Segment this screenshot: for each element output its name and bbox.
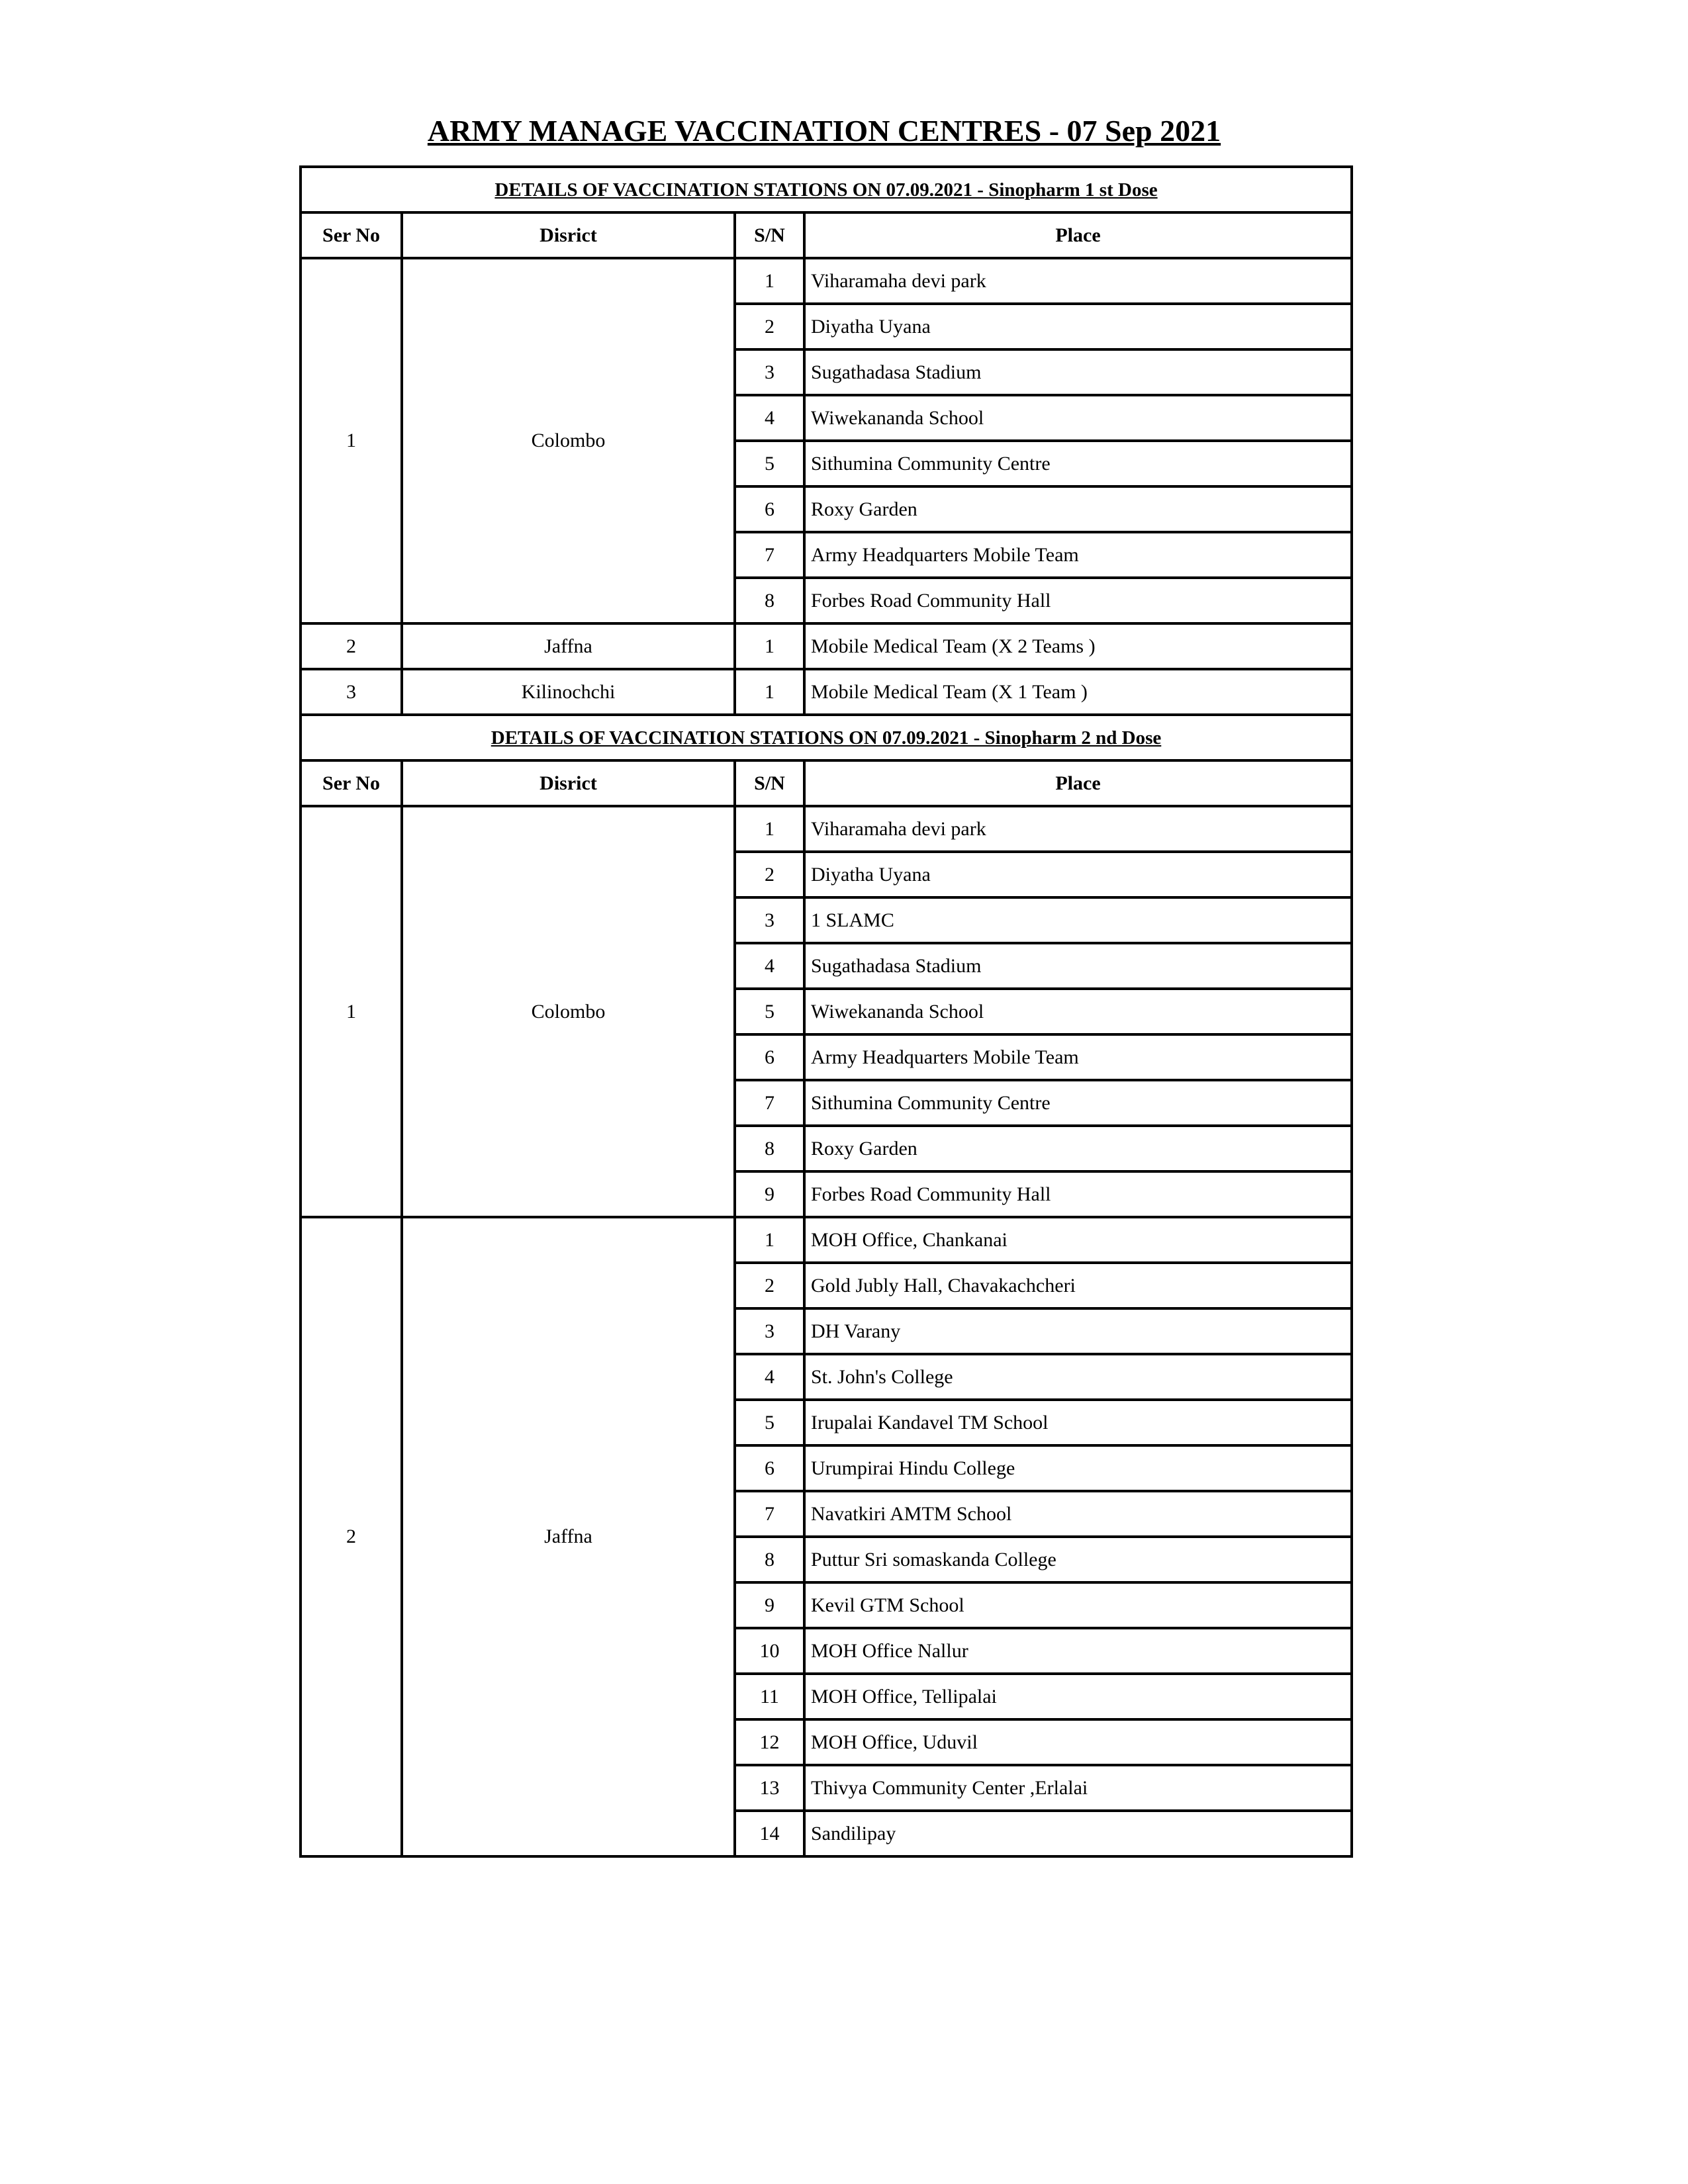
table-row	[301, 623, 1352, 669]
table-row	[301, 669, 1352, 715]
vaccination-table	[299, 165, 1353, 1858]
sn-header: S/N	[735, 212, 804, 258]
district-cell: Colombo	[402, 258, 735, 623]
sn-cell: 5	[735, 441, 804, 486]
sn-cell: 3	[735, 349, 804, 395]
sn-cell: 2	[735, 1263, 804, 1308]
place-cell: Viharamaha devi park	[804, 806, 1352, 852]
district-cell: Kilinochchi	[402, 669, 735, 715]
sn-cell: 10	[735, 1628, 804, 1674]
place-cell: Roxy Garden	[804, 486, 1352, 532]
sn-cell: 1	[735, 258, 804, 304]
place-cell: Sugathadasa Stadium	[804, 349, 1352, 395]
section-heading: DETAILS OF VACCINATION STATIONS ON 07.09.2021 - Sinopharm 2 nd Dose	[491, 727, 1162, 749]
sn-cell: 7	[735, 1491, 804, 1537]
section-heading-cell	[301, 715, 1352, 760]
sn-cell: 4	[735, 395, 804, 441]
table-row	[301, 258, 1352, 304]
place-cell: Wiwekananda School	[804, 989, 1352, 1034]
page-title: ARMY MANAGE VACCINATION CENTRES - 07 Sep 2021	[427, 114, 1221, 148]
ser-no-header: Ser No	[301, 760, 402, 806]
sn-cell: 12	[735, 1719, 804, 1765]
place-cell: Irupalai Kandavel TM School	[804, 1400, 1352, 1445]
place-cell: Thivya Community Center ,Erlalai	[804, 1765, 1352, 1811]
sn-cell: 2	[735, 852, 804, 897]
sn-cell: 9	[735, 1582, 804, 1628]
ser-no-cell: 1	[301, 258, 402, 623]
place-cell: Roxy Garden	[804, 1126, 1352, 1171]
sn-cell: 7	[735, 1080, 804, 1126]
place-cell: Army Headquarters Mobile Team	[804, 1034, 1352, 1080]
district-cell: Colombo	[402, 806, 735, 1217]
place-cell: MOH Office, Tellipalai	[804, 1674, 1352, 1719]
place-header: Place	[804, 212, 1352, 258]
ser-no-header: Ser No	[301, 212, 402, 258]
sn-cell: 1	[735, 806, 804, 852]
section-heading-row	[301, 715, 1352, 760]
section-heading-cell	[301, 167, 1352, 212]
place-cell: DH Varany	[804, 1308, 1352, 1354]
district-cell: Jaffna	[402, 623, 735, 669]
district-header: Disrict	[402, 760, 735, 806]
place-cell: Gold Jubly Hall, Chavakachcheri	[804, 1263, 1352, 1308]
place-cell: Forbes Road Community Hall	[804, 1171, 1352, 1217]
place-cell: Diyatha Uyana	[804, 304, 1352, 349]
place-cell: Urumpirai Hindu College	[804, 1445, 1352, 1491]
sn-cell: 5	[735, 989, 804, 1034]
table-row	[301, 1217, 1352, 1263]
sn-cell: 14	[735, 1811, 804, 1856]
sn-cell: 1	[735, 1217, 804, 1263]
sn-cell: 13	[735, 1765, 804, 1811]
place-cell: Viharamaha devi park	[804, 258, 1352, 304]
place-cell: Forbes Road Community Hall	[804, 578, 1352, 623]
section-heading: DETAILS OF VACCINATION STATIONS ON 07.09.2021 - Sinopharm 1 st Dose	[494, 179, 1158, 201]
place-cell: Sithumina Community Centre	[804, 1080, 1352, 1126]
place-cell: MOH Office Nallur	[804, 1628, 1352, 1674]
sn-cell: 11	[735, 1674, 804, 1719]
district-cell: Jaffna	[402, 1217, 735, 1856]
section-heading-row	[301, 167, 1352, 212]
sn-cell: 5	[735, 1400, 804, 1445]
table-row	[301, 806, 1352, 852]
sn-cell: 1	[735, 623, 804, 669]
sn-cell: 7	[735, 532, 804, 578]
sn-cell: 8	[735, 1537, 804, 1582]
sn-cell: 3	[735, 1308, 804, 1354]
sn-cell: 2	[735, 304, 804, 349]
place-cell: 1 SLAMC	[804, 897, 1352, 943]
sn-cell: 3	[735, 897, 804, 943]
place-cell: Sandilipay	[804, 1811, 1352, 1856]
column-header-row	[301, 760, 1352, 806]
place-header: Place	[804, 760, 1352, 806]
place-cell: Mobile Medical Team (X 1 Team )	[804, 669, 1352, 715]
place-cell: Mobile Medical Team (X 2 Teams )	[804, 623, 1352, 669]
place-cell: Diyatha Uyana	[804, 852, 1352, 897]
place-cell: MOH Office, Chankanai	[804, 1217, 1352, 1263]
place-cell: Navatkiri AMTM School	[804, 1491, 1352, 1537]
sn-cell: 9	[735, 1171, 804, 1217]
district-header: Disrict	[402, 212, 735, 258]
place-cell: MOH Office, Uduvil	[804, 1719, 1352, 1765]
sn-cell: 6	[735, 1034, 804, 1080]
column-header-row	[301, 212, 1352, 258]
place-cell: Puttur Sri somaskanda College	[804, 1537, 1352, 1582]
place-cell: Wiwekananda School	[804, 395, 1352, 441]
ser-no-cell: 2	[301, 623, 402, 669]
sn-cell: 4	[735, 943, 804, 989]
sn-cell: 1	[735, 669, 804, 715]
place-cell: Sithumina Community Centre	[804, 441, 1352, 486]
place-cell: St. John's College	[804, 1354, 1352, 1400]
place-cell: Kevil GTM School	[804, 1582, 1352, 1628]
ser-no-cell: 3	[301, 669, 402, 715]
sn-cell: 6	[735, 1445, 804, 1491]
ser-no-cell: 1	[301, 806, 402, 1217]
ser-no-cell: 2	[301, 1217, 402, 1856]
sn-cell: 4	[735, 1354, 804, 1400]
place-cell: Sugathadasa Stadium	[804, 943, 1352, 989]
place-cell: Army Headquarters Mobile Team	[804, 532, 1352, 578]
sn-cell: 8	[735, 578, 804, 623]
sn-cell: 8	[735, 1126, 804, 1171]
sn-cell: 6	[735, 486, 804, 532]
sn-header: S/N	[735, 760, 804, 806]
